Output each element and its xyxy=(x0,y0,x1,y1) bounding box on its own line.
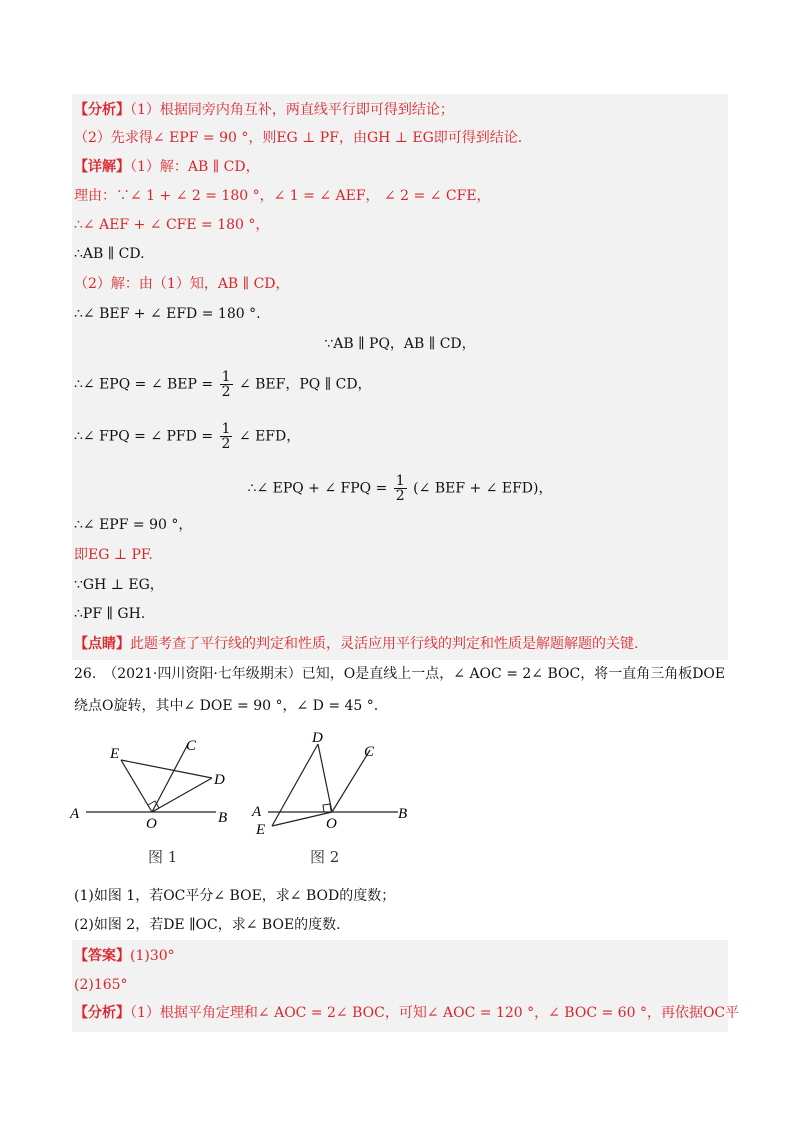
figure-1-diagram xyxy=(66,732,246,832)
segment-ed xyxy=(272,744,318,826)
label-o: O xyxy=(326,816,337,832)
detail-line-11: ∴∠ EPF = 90 °， xyxy=(74,517,193,533)
label-e: E xyxy=(110,746,120,762)
comment-tag: 【点睛】 xyxy=(74,636,130,652)
label-b: B xyxy=(398,806,408,822)
figure-1-caption: 图 1 xyxy=(148,848,178,866)
detail-line-10 xyxy=(72,474,728,503)
detail-line-6: ∴∠ BEF + ∠ EFD = 180 °. xyxy=(74,306,261,322)
detail-line-1 xyxy=(74,157,260,177)
fraction-numerator: 1 xyxy=(221,421,231,437)
question-26-part-2: (2)如图 2，若DE ∥OC，求∠ BOE的度数. xyxy=(74,917,341,933)
fraction-denominator: 2 xyxy=(395,488,405,504)
detail-line-12: 即EG ⊥ PF. xyxy=(74,547,153,563)
fraction-denominator: 2 xyxy=(221,384,231,400)
segment-ed xyxy=(121,760,212,778)
question-26-part-1: (1)如图 1，若OC平分∠ BOE，求∠ BOD的度数； xyxy=(74,888,396,904)
detail-line-5: （2）解：由（1）知，AB ∥ CD， xyxy=(74,276,290,292)
right-angle-mark xyxy=(323,804,331,812)
fraction-half-1 xyxy=(220,370,233,399)
segment-eo xyxy=(272,812,332,826)
detail-line-3: ∴∠ AEF + ∠ CFE = 180 °， xyxy=(74,217,270,233)
question-26-line-2: 绕点O旋转，其中∠ DOE = 90 °，∠ D = 45 °. xyxy=(74,698,379,714)
comment-line xyxy=(74,634,638,654)
detail-line-7: ∵AB ∥ PQ，AB ∥ CD， xyxy=(324,336,476,352)
analysis-2-text: （1）根据平角定理和∠ AOC = 2∠ BOC，可知∠ AOC = 120 °，∠ BOC = 60 °，再依据OC平 xyxy=(130,1005,740,1021)
detail-line-10-start: ∴∠ EPQ + ∠ FPQ = xyxy=(247,480,388,497)
analysis-2-line xyxy=(74,1003,739,1023)
detail-line-13: ∵GH ⊥ EG， xyxy=(74,577,164,593)
detail-tag: 【详解】 xyxy=(74,159,130,175)
detail-line-9-start: ∴∠ FPQ = ∠ PFD = xyxy=(74,428,214,445)
question-26-line-1: 26. （2021·四川资阳·七年级期末）已知，O是直线上一点，∠ AOC = 2∠ BOC，将一直角三角板DOE xyxy=(74,666,726,682)
analysis-line-1 xyxy=(74,100,454,120)
detail-line-14: ∴PF ∥ GH. xyxy=(74,606,146,622)
label-o: O xyxy=(146,816,157,832)
label-e: E xyxy=(256,822,266,838)
detail-text-1: （1）解：AB ∥ CD， xyxy=(130,159,260,175)
label-c: C xyxy=(364,744,375,760)
analysis-tag: 【分析】 xyxy=(74,102,130,118)
comment-text: 此题考查了平行线的判定和性质，灵活应用平行线的判定和性质是解题解题的关键. xyxy=(130,636,639,652)
detail-line-4: ∴AB ∥ CD. xyxy=(74,246,145,262)
detail-line-2: 理由：∵∠ 1 + ∠ 2 = 180 °，∠ 1 = ∠ AEF， ∠ 2 = ∠ CFE， xyxy=(74,188,491,204)
label-a: A xyxy=(70,806,80,822)
detail-line-9 xyxy=(74,422,300,451)
analysis-2-tag: 【分析】 xyxy=(74,1005,130,1021)
segment-do xyxy=(318,744,332,812)
detail-line-9-end: ∠ EFD， xyxy=(238,428,301,445)
label-d: D xyxy=(312,730,323,746)
answer-text-1: (1)30° xyxy=(130,948,175,964)
answer-tag: 【答案】 xyxy=(74,948,130,964)
analysis-text-1: （1）根据同旁内角互补，两直线平行即可得到结论； xyxy=(130,102,454,118)
label-b: B xyxy=(218,810,228,826)
figure-2-caption: 图 2 xyxy=(310,848,340,866)
analysis-line-2: （2）先求得∠ EPF = 90 °，则EG ⊥ PF，由GH ⊥ EG即可得到结论. xyxy=(74,130,523,146)
detail-line-10-end: (∠ BEF + ∠ EFD)， xyxy=(413,480,553,497)
answer-line-1 xyxy=(74,946,175,966)
answer-line-2: (2)165° xyxy=(74,977,128,993)
figure-2-diagram xyxy=(248,728,418,838)
label-a: A xyxy=(252,804,262,820)
fraction-half-2 xyxy=(220,422,233,451)
label-c: C xyxy=(186,738,197,754)
detail-line-8-end: ∠ BEF，PQ ∥ CD， xyxy=(238,376,372,393)
fraction-numerator: 1 xyxy=(395,473,405,489)
detail-line-8-start: ∴∠ EPQ = ∠ BEP = xyxy=(74,376,214,393)
segment-oe xyxy=(121,760,152,812)
detail-line-8 xyxy=(74,370,372,399)
label-d: D xyxy=(214,772,225,788)
fraction-denominator: 2 xyxy=(221,436,231,452)
fraction-half-3 xyxy=(394,474,407,503)
fraction-numerator: 1 xyxy=(221,369,231,385)
